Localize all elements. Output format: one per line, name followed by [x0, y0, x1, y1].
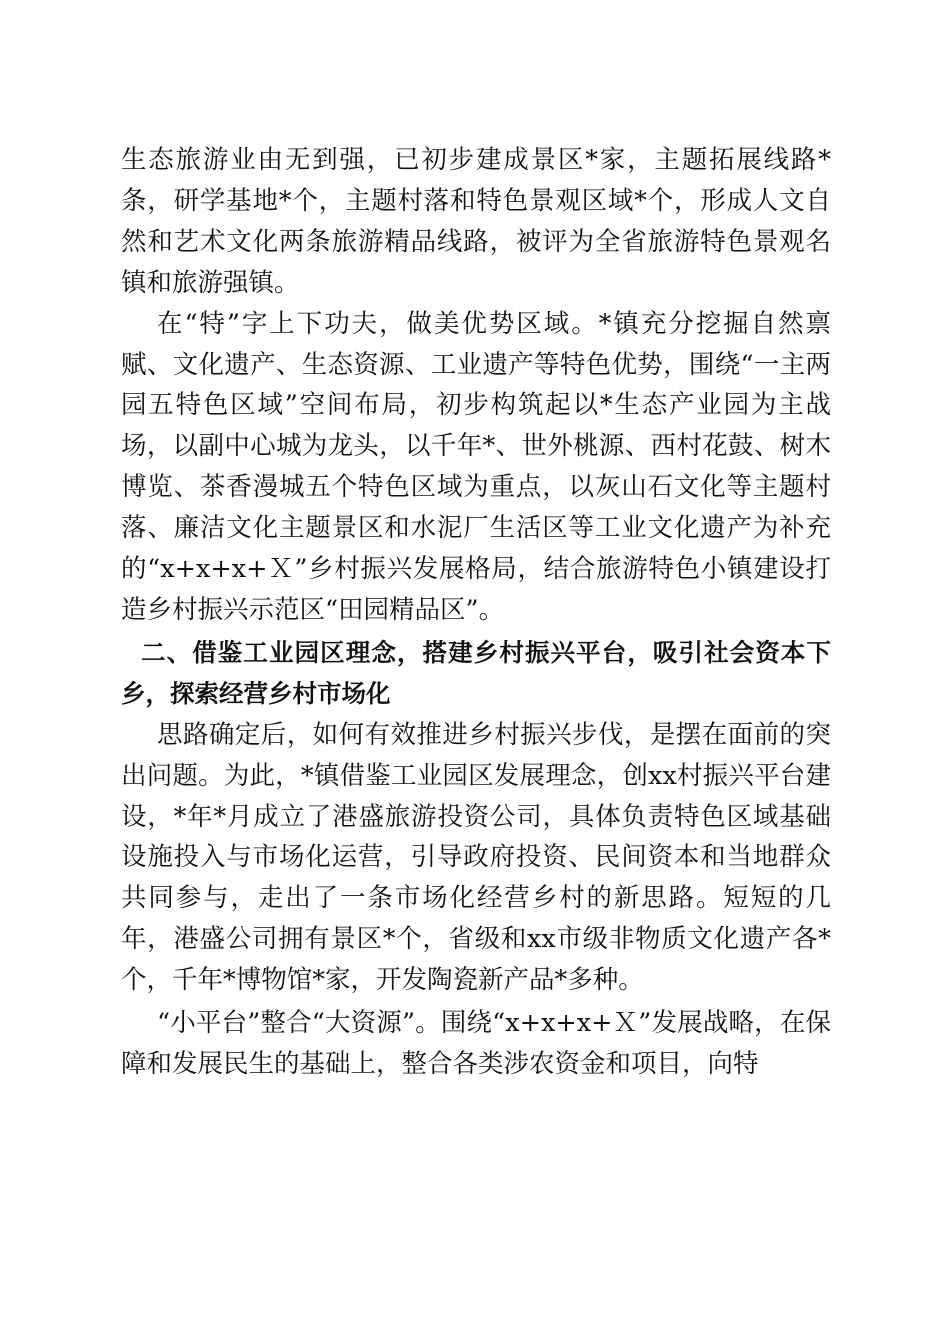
- paragraph-tourism-achievements: 生态旅游业由无到强，已初步建成景区*家，主题拓展线路*条，研学基地*个，主题村落和特色景观区域*个，形成人文自然和艺术文化两条旅游精品线路，被评为全省旅游特色景观名镇和旅游强镇。: [121, 145, 831, 298]
- paragraph-featured-areas: 在“特”字上下功夫，做美优势区域。*镇充分挖掘自然禀赋、文化遗产、生态资源、工业遗产等特色优势，围绕“一主两园五特色区域”空间布局，初步构筑起以*生态产业园为主战场，以副中心城为龙头，以千年*、世外桃源、西村花鼓、树木博览、茶香漫城五个特色区域为重点，以灰山石文化等主题村落、廉洁文化主题景区和水泥厂生活区等工业文化遗产为补充的“x+x+x+Ｘ”乡村振兴发展格局，结合旅游特色小镇建设打造乡村振兴示范区“田园精品区”。: [121, 308, 831, 625]
- section-heading-2: 二、借鉴工业园区理念，搭建乡村振兴平台，吸引社会资本下乡，探索经营乡村市场化: [121, 637, 831, 708]
- paragraph-resource-integration: “小平台”整合“大资源”。围绕“x+x+x+Ｘ”发展战略，在保障和发展民生的基础上，整合各类涉农资金和项目，向特: [121, 1008, 831, 1079]
- document-body: [121, 140, 831, 1085]
- paragraph-platform-building: 思路确定后，如何有效推进乡村振兴步伐，是摆在面前的突出问题。为此，*镇借鉴工业园区发展理念，创xx村振兴平台建设，*年*月成立了港盛旅游投资公司，具体负责特色区域基础设施投入与市场化运营，引导政府投资、民间资本和当地群众共同参与，走出了一条市场化经营乡村的新思路。短短的几年，港盛公司拥有景区*个，省级和xx市级非物质文化遗产各*个，千年*博物馆*家，开发陶瓷新产品*多种。: [121, 719, 831, 996]
